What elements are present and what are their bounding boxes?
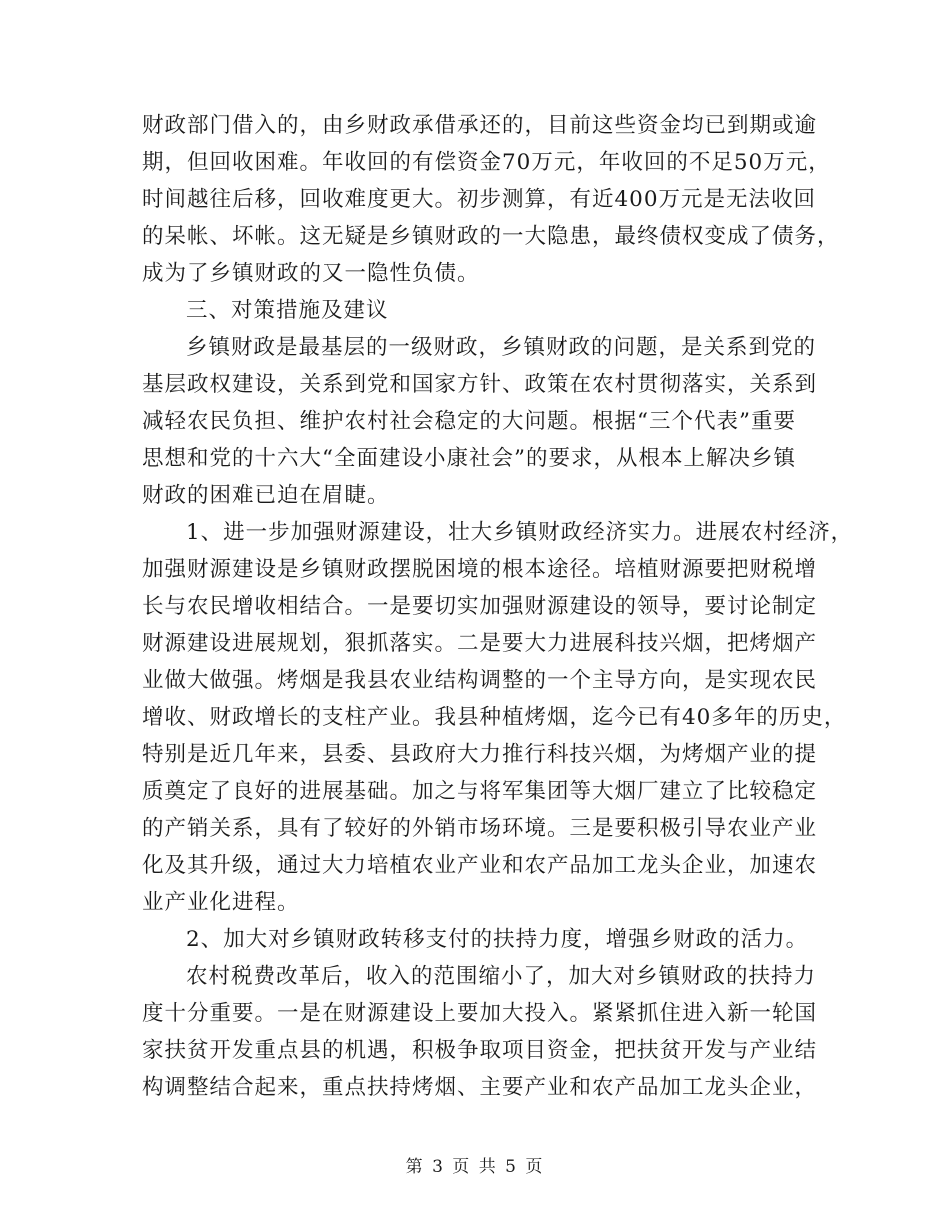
body-text-line: 特别是近几年来，县委、县政府大力推行科技兴烟，为烤烟产业的提 <box>142 742 818 767</box>
section-heading: 三、对策措施及建议 <box>186 298 389 323</box>
body-text-line: 化及其升级，通过大力培植农业产业和农产品加工龙头企业，加速农 <box>142 853 818 878</box>
numbered-point-heading: 1、进一步加强财源建设，壮大乡镇财政经济实力。进展农村经济， <box>186 520 854 545</box>
body-text-line: 的呆帐、坏帐。这无疑是乡镇财政的一大隐患，最终债权变成了债务， <box>142 224 840 249</box>
page-number-footer: 第 3 页 共 5 页 <box>405 1157 545 1177</box>
body-text-line: 财源建设进展规划，狠抓落实。二是要大力进展科技兴烟，把烤烟产 <box>142 631 818 656</box>
body-text-line: 加强财源建设是乡镇财政摆脱困境的根本途径。培植财源要把财税增 <box>142 557 818 582</box>
body-text-line: 时间越往后移，回收难度更大。初步测算，有近400万元是无法收回 <box>142 187 817 212</box>
body-text-line: 财政的困难已迫在眉睫。 <box>142 483 390 508</box>
body-text-line: 成为了乡镇财政的又一隐性负债。 <box>142 261 480 286</box>
body-text-line: 长与农民增收相结合。一是要切实加强财源建设的领导，要讨论制定 <box>142 594 818 619</box>
body-text-line: 业产业化进程。 <box>142 890 300 915</box>
body-text-line: 增收、财政增长的支柱产业。我县种植烤烟，迄今已有40多年的历史， <box>142 705 847 730</box>
body-text-line: 构调整结合起来，重点扶持烤烟、主要产业和农产品加工龙头企业， <box>142 1075 818 1100</box>
body-text-line: 度十分重要。一是在财源建设上要加大投入。紧紧抓住进入新一轮国 <box>142 1001 818 1026</box>
body-text-line: 的产销关系，具有了较好的外销市场环境。三是要积极引导农业产业 <box>142 816 818 841</box>
body-text-line: 思想和党的十六大“全面建设小康社会”的要求，从根本上解决乡镇 <box>142 446 796 471</box>
body-text-line: 期，但回收困难。年收回的有偿资金70万元，年收回的不足50万元， <box>142 150 831 175</box>
body-text-line: 财政部门借入的，由乡财政承借承还的，目前这些资金均已到期或逾 <box>142 113 818 138</box>
body-text-line: 农村税费改革后，收入的范围缩小了，加大对乡镇财政的扶持力 <box>186 964 817 989</box>
body-text-line: 质奠定了良好的进展基础。加之与将军集团等大烟厂建立了比较稳定 <box>142 779 818 804</box>
numbered-point-heading: 2、加大对乡镇财政转移支付的扶持力度，增强乡财政的活力。 <box>186 927 809 952</box>
body-text-line: 家扶贫开发重点县的机遇，积极争取项目资金，把扶贫开发与产业结 <box>142 1038 818 1063</box>
body-text-line: 基层政权建设，关系到党和国家方针、政策在农村贯彻落实，关系到 <box>142 372 818 397</box>
body-text-line: 业做大做强。烤烟是我县农业结构调整的一个主导方向，是实现农民 <box>142 668 818 693</box>
body-text-line: 乡镇财政是最基层的一级财政，乡镇财政的问题，是关系到党的 <box>186 335 817 360</box>
body-text-line: 减轻农民负担、维护农村社会稳定的大问题。根据“三个代表”重要 <box>142 409 796 434</box>
